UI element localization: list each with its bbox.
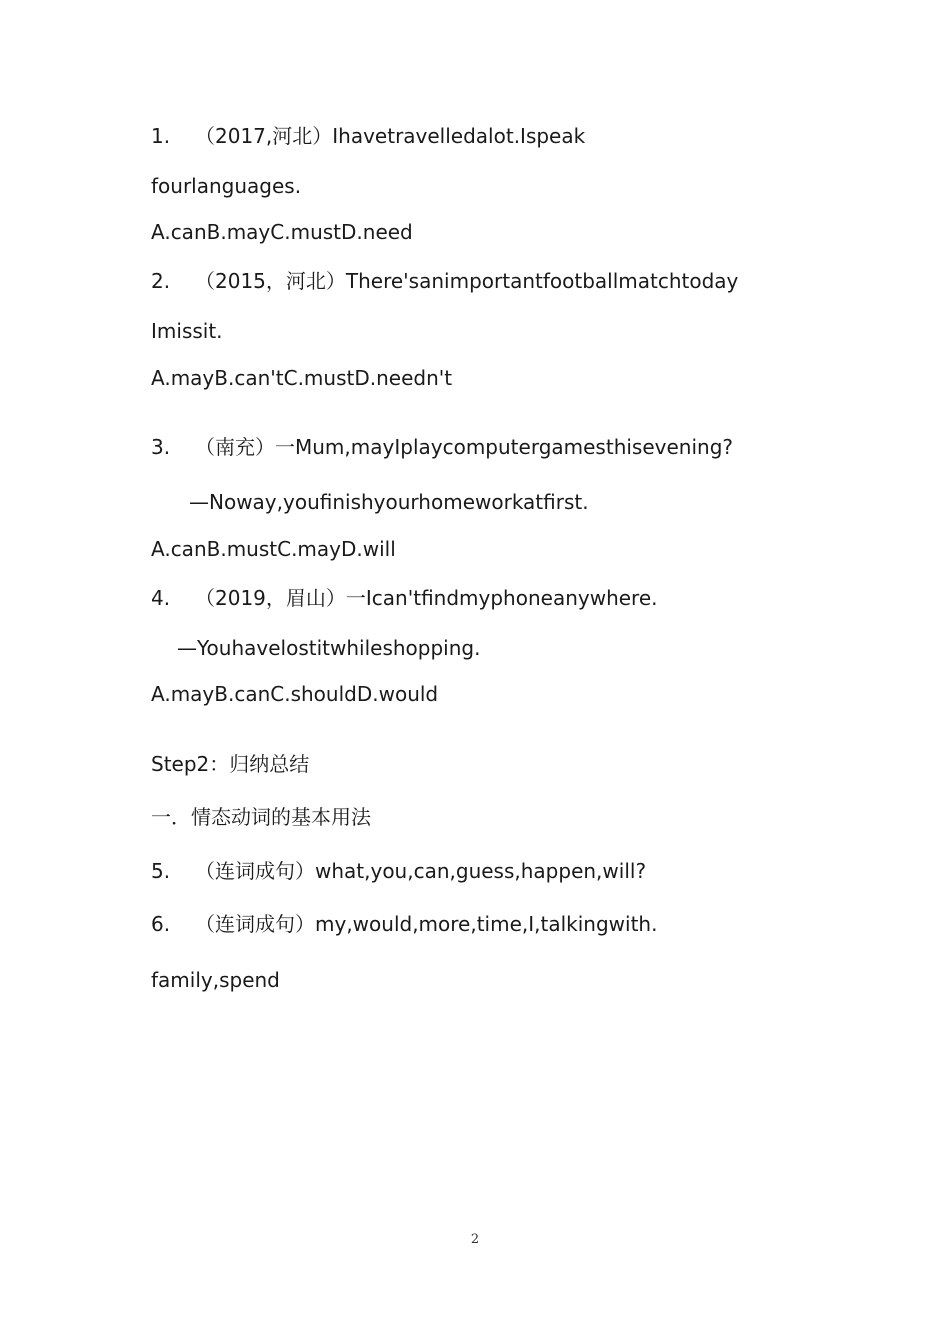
question-5-number: 5.	[151, 859, 171, 883]
question-1-stem	[151, 123, 585, 149]
question-4-stem	[151, 585, 658, 611]
question-2-options: A.mayB.can'tC.mustD.needn't	[151, 366, 453, 390]
question-4-number: 4.	[151, 586, 171, 610]
section-heading: 一．情态动词的基本用法	[151, 805, 371, 829]
question-4-text: （2019，眉山）一Ican'tfindmyphoneanywhere.	[195, 586, 658, 610]
question-1-continuation: fourlanguages.	[151, 174, 302, 198]
question-3-reply: —Noway,youfinishyourhomeworkatfirst.	[189, 490, 589, 514]
question-6-continuation: family,spend	[151, 968, 280, 992]
question-3-text: （南充）一Mum,mayIplaycomputergamesthisevening?	[195, 435, 734, 459]
step-heading: Step2：归纳总结	[151, 752, 310, 776]
question-5	[151, 858, 646, 884]
question-1-number: 1.	[151, 124, 171, 148]
question-1-options: A.canB.mayC.mustD.need	[151, 220, 413, 244]
question-2-number: 2.	[151, 269, 171, 293]
question-5-text: （连词成句）what,you,can,guess,happen,will?	[195, 859, 647, 883]
question-2-stem	[151, 268, 738, 294]
question-3-stem	[151, 434, 733, 460]
question-4-reply: —Youhavelostitwhileshopping.	[177, 636, 481, 660]
question-1-text: （2017,河北）Ihavetravelledalot.Ispeak	[195, 124, 586, 148]
question-3-options: A.canB.mustC.mayD.will	[151, 537, 396, 561]
question-4-options: A.mayB.canC.shouldD.would	[151, 682, 439, 706]
question-6-text: （连词成句）my,would,more,time,I,talkingwith.	[195, 912, 658, 936]
question-2-text: （2015，河北）There'sanimportantfootballmatchtoday	[195, 269, 739, 293]
question-2-continuation: Imissit.	[151, 319, 223, 343]
page-number: 2	[470, 1232, 480, 1247]
question-3-number: 3.	[151, 435, 171, 459]
question-6-number: 6.	[151, 912, 171, 936]
question-6	[151, 911, 657, 937]
